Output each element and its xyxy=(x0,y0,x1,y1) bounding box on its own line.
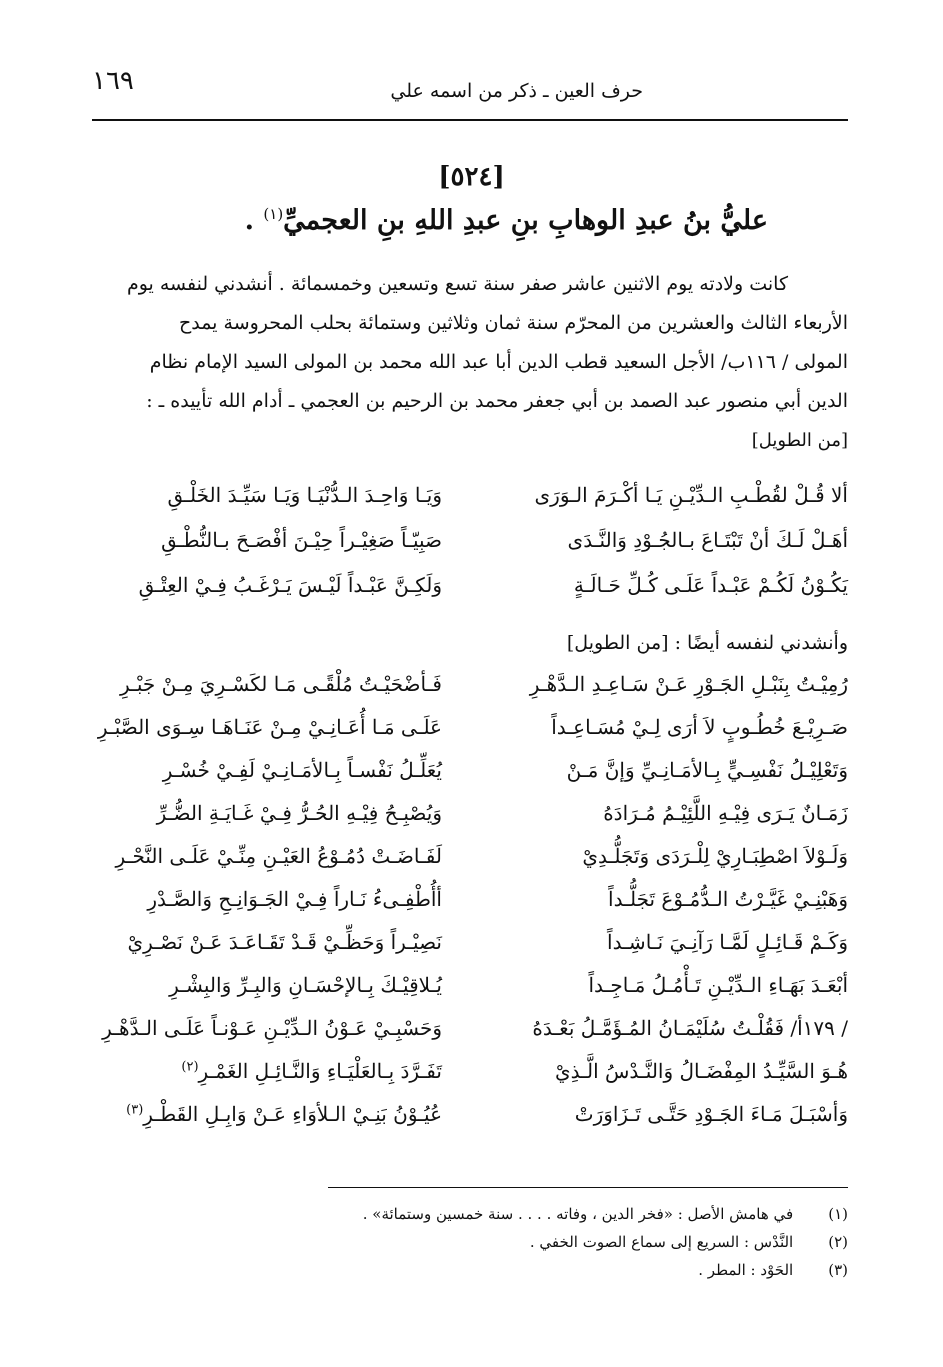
hemistich-right: وَهَبْنِـيْ غَيَّـرْتُ الـدُّمُـوْعَ تَجَلُّـداً xyxy=(608,887,848,911)
hemistich-right: وَكَـمْ قَـائِـلٍ لَمَّـا رَآنِـيَ نَـاشِـداً xyxy=(607,930,848,954)
hemistich-right: وَلَـوْلاَ اصْطِبَـارِيْ لِلْـرَدَى وَتَجَلُّـدِيْ xyxy=(582,844,848,868)
verse-line xyxy=(0,483,943,521)
header-rule xyxy=(92,119,848,121)
footnote-item xyxy=(88,1205,848,1233)
entry-title-text: عليُّ بنُ عبدِ الوهابِ بنِ عبدِ اللهِ بنِ العجميِّ xyxy=(283,205,768,236)
hemistich-left: أأُطْفِـىءُ نَـاراً فِـيْ الجَـوَانِـحِ وَالصَّـدْرِ xyxy=(147,887,442,911)
hemistich-left: عَلَـى مَـا أُعَـانِـيْ مِـنْ عَنَـاهَـا سِـوَى الصَّبْـرِ xyxy=(97,715,442,739)
hemistich-left-text: تَفَـرَّدَ بِـالعَلْيَـاءِ وَالنَّـائِـلِ الغَمْـرِ xyxy=(198,1059,442,1083)
entry-title-tail: . xyxy=(244,205,254,236)
verse-line xyxy=(0,844,943,882)
verse-line xyxy=(0,758,943,796)
verse-line xyxy=(0,801,943,839)
verse-line xyxy=(0,1016,943,1054)
footnote-marker: (٢) xyxy=(181,1059,199,1075)
verse-line xyxy=(0,930,943,968)
hemistich-right: زَمَـانٌ يَـرَى فِيْـهِ اللَّئِيْـمُ مُـرَادَهُ xyxy=(603,801,848,825)
hemistich-left xyxy=(92,1102,442,1126)
hemistich-left: لَفَـاضَـتْ دُمُـوْعُ العَيْـنِ مِنِّـيْ عَلَـى النَّحْـرِ xyxy=(115,844,442,868)
verse-line xyxy=(0,1059,943,1097)
hemistich-right: أهَـلْ لَـكَ أنْ تَبْتَـاعَ بـالجُـوْدِ وَالنَّـدَى xyxy=(567,528,848,552)
prose-line: كانت ولادته يوم الاثنين عاشر صفر سنة تسع وتسعين وخمسمائة . أنشدني لنفسه يوم xyxy=(126,273,788,295)
hemistich-right: صَـرِيْـعَ خُطُـوبٍ لاَ أرَى لِـيْ مُسَـاعِـداً xyxy=(551,715,848,739)
prose-paragraph xyxy=(95,265,848,421)
hemistich-right: / ١٧٩أ/ فَقُلْـتُ سُلَيْمَـانُ المُـؤَمَّـلُ بَعْـدَهُ xyxy=(532,1016,848,1040)
hemistich-left-text: عُيُـوْنُ بَنِـيْ الـلأوَاءِ عَـنْ وَابِـلِ القَطْـرِ xyxy=(143,1102,442,1126)
verse-line xyxy=(0,973,943,1011)
hemistich-left: يُعَلِّـلُ نَفْسـاً بِـالأمَـانِـيْ لَفِـيْ خُسْـرِ xyxy=(162,758,442,782)
verse-line xyxy=(0,1102,943,1140)
entry-number: [٥٢٤] xyxy=(438,162,505,192)
hemistich-left: وَيَـا وَاحِـدَ الـدُّنْيَـا وَيَـا سَيِّـدَ الخَلْـقِ xyxy=(167,483,442,507)
hemistich-left: صَبِيّـاً صَغِيْـراً حِيْـنَ أفْصَـحَ بـالنُّطْـقِ xyxy=(161,528,442,552)
verse-line xyxy=(0,672,943,710)
prose-line: المولى / ١١٦ب/ الأجل السعيد قطب الدين أبا عبد الله محمد بن المولى السيد الإمام نظام xyxy=(149,351,848,373)
footnote-text: في هامش الأصل : «فخر الدين ، وفاته . . . . سنة خمسين وستمائة» . xyxy=(362,1205,794,1223)
hemistich-right: أبْعَـدَ بَهَـاءِ الـدِّيْـنِ تَـأْمُـلُ مَـاجِـداً xyxy=(588,973,848,997)
hemistich-left xyxy=(92,1059,442,1083)
footnote-number: (٣) xyxy=(828,1261,848,1279)
footnote-item xyxy=(88,1261,848,1289)
footnote-text: الحَوْد : المطر . xyxy=(698,1261,794,1279)
hemistich-left: فَـأضْحَيْـتُ مُلْقًـى مَـا لكَسْـرِيَ مِـنْ جَبْـرِ xyxy=(120,672,442,696)
hemistich-left: نَصِيْـراً وَحَظِّـيْ قَـدْ تَقَـاعَـدَ عَـنْ نَصْـرِيْ xyxy=(127,930,442,954)
poem-2-intro: وأنشدني لنفسه أيضًا : [من الطويل] xyxy=(566,632,848,654)
prose-line: الأربعاء الثالث والعشرين من المحرّم سنة ثمان وثلاثين وستمائة بحلب المحروسة يمدح xyxy=(178,312,848,334)
verse-line xyxy=(0,715,943,753)
hemistich-right: رُمِيْـتُ بِنَبْـلِ الجَـوْرِ عَـنْ سَـاعِـدِ الـدَّهْـرِ xyxy=(529,672,848,696)
hemistich-left: يُـلاقِيْـكَ بِـالإحْسَـانِ وَالبِـرِّ وَالبِشْـرِ xyxy=(169,973,442,997)
meter-label: [من الطويل] xyxy=(751,430,848,451)
hemistich-right: وَتَعْلِيْـلُ نَفْسِـيٍّ بِـالأمَـانِـيِّ وَإنَّ مَـنْ xyxy=(566,758,848,782)
footnote-number: (١) xyxy=(828,1205,848,1223)
footnote-text: النَّدْس : السريع إلى سماع الصوت الخفي . xyxy=(529,1233,794,1251)
prose-line: الدين أبي منصور عبد الصمد بن أبي جعفر محمد بن الرحيم بن العجمي ـ أدام الله تأييده ـ : xyxy=(146,390,848,412)
hemistich-right: ألا قُـلْ لقُطْـبِ الـدِّيْـنِ يَـا أكْـرَمَ الـوَرَى xyxy=(534,483,848,507)
entry-title xyxy=(245,205,768,236)
hemistich-right: وَأسْبَـلَ مَـاءَ الجَـوْدِ حَتَّـى تَـزَاوَرَتْ xyxy=(574,1102,848,1126)
verse-line xyxy=(0,573,943,611)
verse-line xyxy=(0,528,943,566)
footnote-marker: (١) xyxy=(263,205,284,223)
hemistich-right: هُـوَ السَّيِّـدُ المِفْضَـالُ وَالنَّـدْسُ الَّـذِيْ xyxy=(555,1059,848,1083)
footnote-item xyxy=(88,1233,848,1261)
footnote-marker: (٣) xyxy=(126,1102,144,1118)
hemistich-left: وَلَكِـنَّ عَبْـداً لَيْـسَ يَـرْغَـبُ فِـيْ العِتْـقِ xyxy=(138,573,442,597)
hemistich-right: يَكُـوْنُ لَكُـمْ عَبْـداً عَلَـى كُـلِّ حَـالَـةٍ xyxy=(573,573,848,597)
page-header xyxy=(92,62,848,114)
footnote-number: (٢) xyxy=(828,1233,848,1251)
footnotes xyxy=(88,1205,848,1289)
page-number: ١٦٩ xyxy=(92,66,134,96)
hemistich-left: وَيُصْبِـحُ فِيْـهِ الحُـرُّ فِـيْ غَـايَـةِ الضُّـرِّ xyxy=(156,801,442,825)
hemistich-left: وَحَسْبِـيْ عَـوْنُ الـدِّيْـنِ عَـوْنـاً عَلَـى الـدَّهْـرِ xyxy=(102,1016,442,1040)
footnote-rule xyxy=(328,1187,848,1188)
verse-line xyxy=(0,887,943,925)
running-title: حرف العين ـ ذكر من اسمه علي xyxy=(390,80,643,102)
